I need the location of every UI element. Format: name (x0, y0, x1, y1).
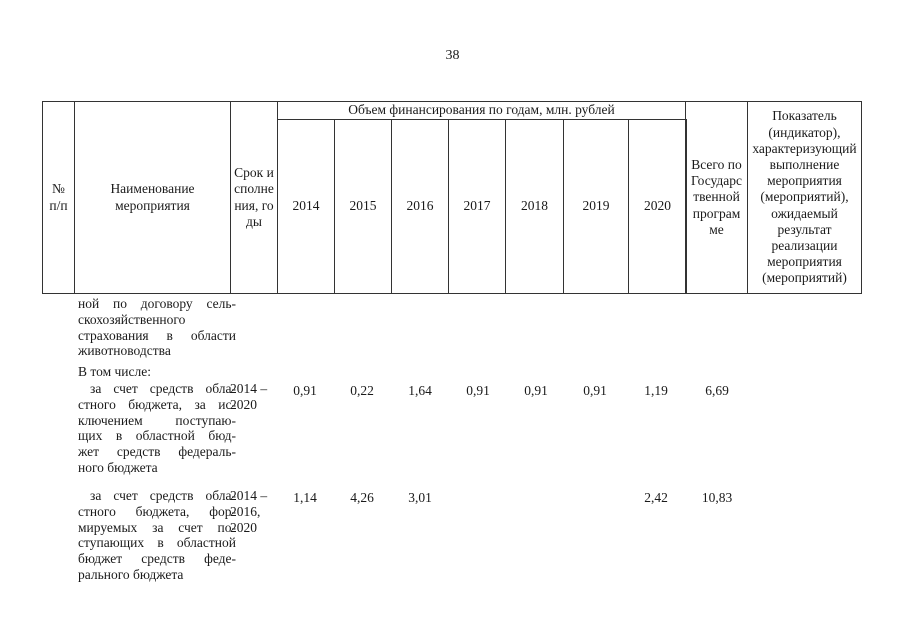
text-line: за счет средств обла- (90, 488, 236, 503)
text-line: страхования в области (78, 327, 236, 343)
header-year-2019: 2019 (563, 119, 629, 294)
row-value-2015: 0,22 (350, 383, 374, 398)
row-value-2020: 2,42 (644, 490, 668, 505)
row-total: 10,83 (701, 490, 733, 505)
header-indicator: Показатель (индикатор), характеризующий выполнение мероприятия (мероприятий), ожидаемый результат реализации мероприятия (мероприятий) (747, 101, 862, 294)
term-line: 2014 – (230, 381, 268, 396)
header-year-2015: 2015 (334, 119, 392, 294)
row-total: 6,69 (705, 383, 729, 398)
row-term (230, 381, 278, 413)
text-line: рального бюджета (78, 566, 184, 582)
row-value-2016: 3,01 (408, 490, 432, 505)
header-num: № п/п (42, 101, 75, 294)
row-value-2019: 0,91 (583, 383, 607, 398)
page-number: 38 (445, 48, 460, 63)
text-line: животноводства (78, 343, 171, 359)
text-line: ключением поступаю- (78, 412, 236, 428)
header-total: Всего по Государственной программе (685, 101, 748, 294)
subheading: В том числе: (78, 364, 151, 379)
text-line: щих в областной бюд- (78, 428, 236, 444)
row-value-2018: 0,91 (524, 383, 548, 398)
text-line: бюджет средств феде- (78, 551, 236, 567)
row-value-2017: 0,91 (466, 383, 490, 398)
text-line: за счет средств обла- (90, 381, 236, 396)
text-line: мируемых за счет по- (78, 519, 236, 535)
row-name (78, 488, 236, 583)
text-line: скохозяйственного (78, 311, 186, 327)
row-value-2016: 1,64 (408, 383, 432, 398)
row-value-2014: 1,14 (293, 490, 317, 505)
header-year-2014: 2014 (277, 119, 335, 294)
text-line: ного бюджета (78, 459, 158, 475)
text-line: жет средств федераль- (78, 444, 236, 460)
row-name (78, 381, 236, 476)
term-line: 2020 (230, 519, 257, 535)
text-line: стного бюджета, за ис- (78, 396, 236, 412)
row-value-2015: 4,26 (350, 490, 374, 505)
header-year-2018: 2018 (505, 119, 564, 294)
header-term: Срок исполнения, годы (230, 101, 278, 294)
row-value-2014: 0,91 (293, 383, 317, 398)
header-name: Наименование мероприятия (74, 101, 231, 294)
header-funding-group: Объем финансирования по годам, млн. рублей (277, 101, 686, 120)
text-line: стного бюджета, фор- (78, 503, 236, 519)
row-value-2020: 1,19 (644, 383, 668, 398)
header-year-2020: 2020 (628, 119, 687, 294)
text-line: ступающих в областной (78, 535, 236, 551)
row-term (230, 488, 278, 535)
header-year-2017: 2017 (448, 119, 506, 294)
continuation-text (78, 296, 236, 359)
term-line: 2020 (230, 396, 257, 412)
header-year-2016: 2016 (391, 119, 449, 294)
text-line: ной по договору сель- (78, 296, 236, 311)
term-line: 2014 – (230, 488, 268, 503)
term-line: 2016, (230, 503, 261, 519)
